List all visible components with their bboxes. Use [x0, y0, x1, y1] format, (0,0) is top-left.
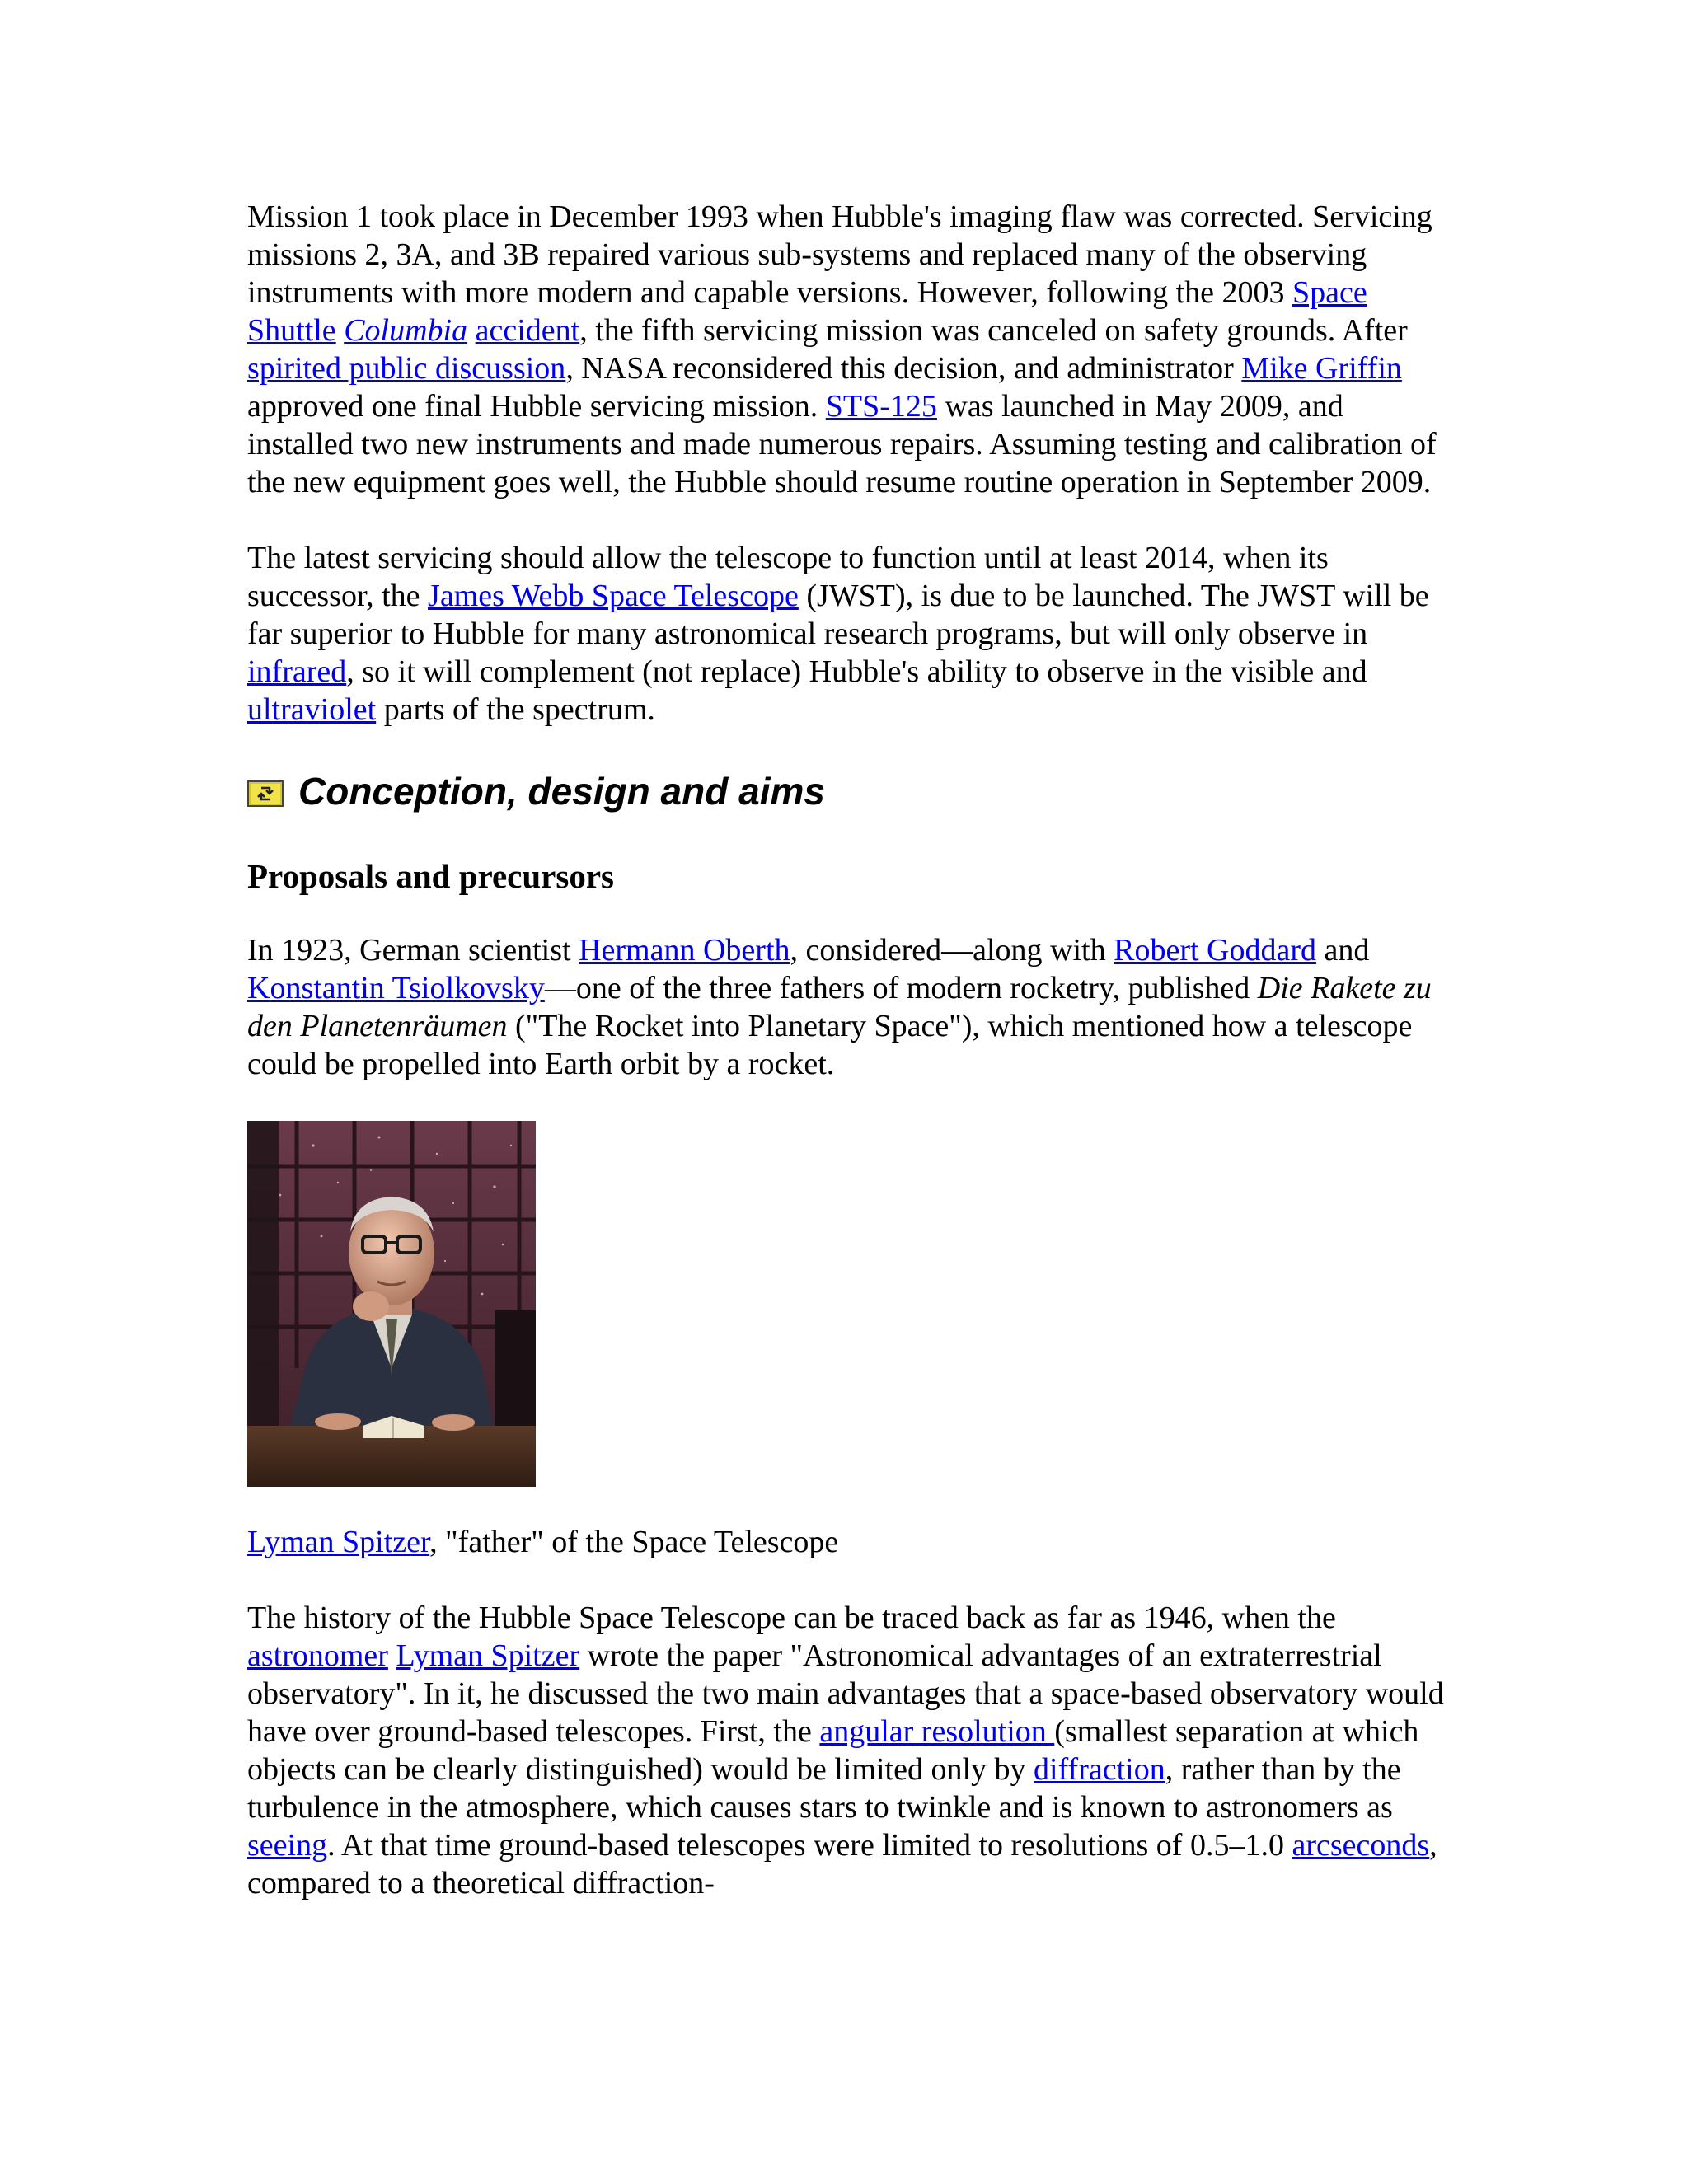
- link-hermann-oberth[interactable]: Hermann Oberth: [579, 933, 790, 968]
- link-columbia[interactable]: [344, 313, 467, 348]
- link-diffraction[interactable]: diffraction: [1034, 1752, 1165, 1787]
- paragraph-spitzer-history: [247, 1599, 1451, 1902]
- link-spirited-public-discussion[interactable]: spirited public discussion: [247, 351, 566, 386]
- text: approved one final Hubble servicing mission.: [247, 389, 826, 424]
- link-lyman-spitzer[interactable]: Lyman Spitzer: [396, 1638, 580, 1673]
- text: [336, 313, 345, 348]
- link-robert-goddard[interactable]: Robert Goddard: [1114, 933, 1316, 968]
- text: Mission 1 took place in December 1993 when Hubble's imaging flaw was corrected. Servicing missions 2, 3A, and 3B repaired various sub-systems and replaced many of the observing instruments with more modern and capable versions. However, following the 2003: [247, 199, 1432, 310]
- lyman-spitzer-photo[interactable]: [247, 1121, 536, 1487]
- paragraph-jwst-successor: [247, 539, 1451, 729]
- text: , so it will complement (not replace) Hubble's ability to observe in the visible and: [346, 654, 1367, 689]
- text: [467, 313, 476, 348]
- section-heading-text: Conception, design and aims: [298, 770, 825, 813]
- paragraph-oberth: [247, 931, 1451, 1083]
- text: In 1923, German scientist: [247, 933, 579, 968]
- text: ("The Rocket into Planetary Space"), which mentioned how a telescope could be propelled into Earth orbit by a rocket.: [247, 1009, 1413, 1081]
- text: parts of the spectrum.: [376, 692, 655, 727]
- text: , rather than by the turbulence in the atmosphere, which causes stars to twinkle and is known to astronomers as: [247, 1752, 1401, 1825]
- link-astronomer[interactable]: astronomer: [247, 1638, 388, 1673]
- link-sts-125[interactable]: STS-125: [825, 389, 937, 424]
- text: was launched in May 2009, and installed two new instruments and made numerous repairs. Assuming testing and calibration of the new equipment goes well, the Hubble should resume routine operation in September 2009.: [247, 389, 1437, 499]
- text: , compared to a theoretical diffraction-: [247, 1828, 1437, 1900]
- link-angular-resolution[interactable]: angular resolution: [819, 1714, 1055, 1749]
- link-seeing[interactable]: seeing: [247, 1828, 328, 1863]
- link-mike-griffin[interactable]: Mike Griffin: [1241, 351, 1402, 386]
- link-arcseconds[interactable]: arcseconds: [1292, 1828, 1430, 1863]
- section-expand-icon[interactable]: [247, 778, 284, 804]
- text: . At that time ground-based telescopes were limited to resolutions of 0.5–1.0: [327, 1828, 1292, 1863]
- text: , considered—along with: [790, 933, 1114, 968]
- link-infrared[interactable]: infrared: [247, 654, 347, 689]
- text: and: [1316, 933, 1370, 968]
- text: (smallest separation at which objects can be clearly distinguished) would be limited only by: [247, 1714, 1419, 1787]
- text: The latest servicing should allow the telescope to function until at least 2014, when its successor, the: [247, 541, 1329, 613]
- text: , NASA reconsidered this decision, and administrator: [565, 351, 1242, 386]
- text: The history of the Hubble Space Telescope can be traced back as far as 1946, when the: [247, 1601, 1336, 1635]
- text: , "father" of the Space Telescope: [429, 1525, 839, 1559]
- text: , the fifth servicing mission was canceled on safety grounds. After: [579, 313, 1408, 348]
- link-lyman-spitzer-caption[interactable]: Lyman Spitzer: [247, 1525, 430, 1559]
- link-space-shuttle[interactable]: Space Shuttle: [247, 275, 1367, 348]
- link-james-webb-space-telescope[interactable]: James Webb Space Telescope: [428, 579, 799, 613]
- link-accident[interactable]: accident: [475, 313, 580, 348]
- link-ultraviolet[interactable]: ultraviolet: [247, 692, 377, 727]
- subsection-heading: Proposals and precursors: [247, 857, 614, 895]
- section-heading: [247, 766, 1451, 816]
- text: —one of the three fathers of modern rocketry, published: [544, 971, 1258, 1005]
- section-expand-icon-graphic: [247, 780, 284, 807]
- portrait-graphic: [247, 1121, 536, 1487]
- link-konstantin-tsiolkovsky[interactable]: Konstantin Tsiolkovsky: [247, 971, 545, 1005]
- figure-caption: [247, 1523, 1451, 1561]
- paragraph-servicing-missions: [247, 198, 1451, 501]
- text: wrote the paper "Astronomical advantages of an extraterrestrial observatory". In it, he discussed the two main advantages that a space-based observatory would have over ground-based telescopes. First, the: [247, 1638, 1444, 1749]
- document-page: [247, 198, 1451, 1940]
- book-title: Die Rakete zu den Planetenräumen: [247, 971, 1432, 1043]
- link-columbia-label: Columbia: [344, 313, 468, 348]
- text: (JWST), is due to be launched. The JWST will be far superior to Hubble for many astronomical research programs, but will only observe in: [247, 579, 1429, 651]
